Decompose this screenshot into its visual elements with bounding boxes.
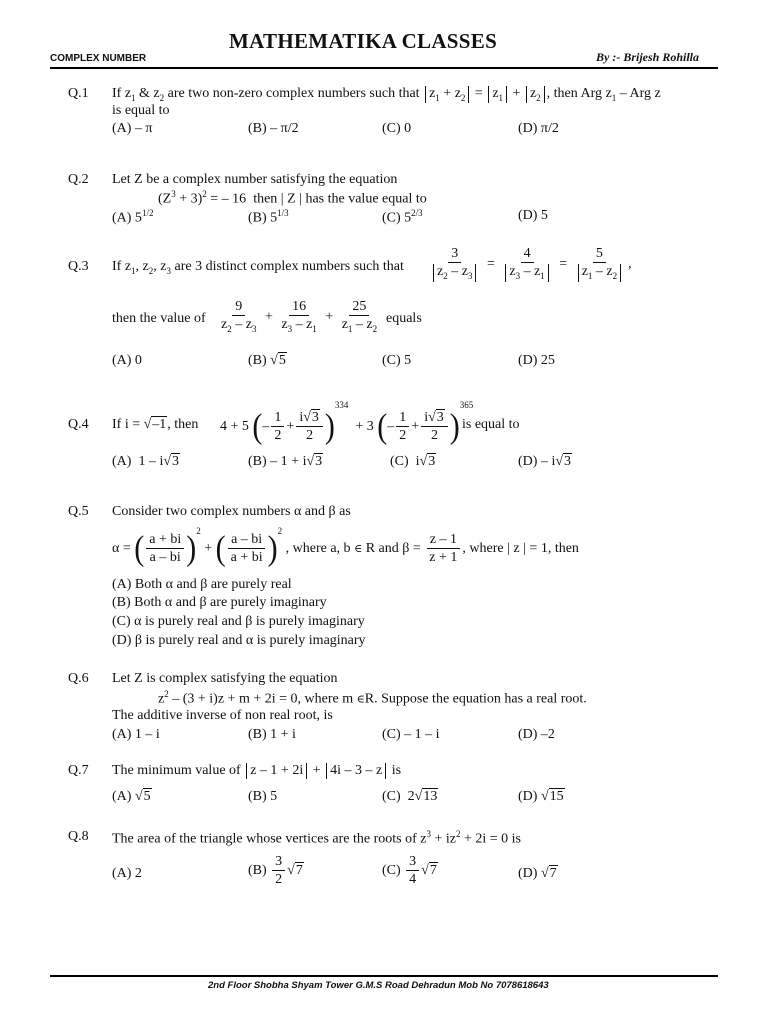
option-b: (B) 1 + i [248, 727, 296, 742]
option-c: (C) – 1 – i [382, 727, 440, 742]
question-text: Let Z is complex satisfying the equation [112, 671, 338, 686]
subject-label: COMPLEX NUMBER [50, 53, 147, 64]
question-text: The area of the triangle whose vertices are the roots of $z^3 + iz^2 + 2i = 0$ is [112, 829, 521, 847]
question-number: Q.4 [68, 417, 89, 432]
option-a: (A) – π [112, 121, 153, 136]
option-a: (A) 0 [112, 353, 142, 368]
is-equal-text: is equal to [462, 417, 520, 432]
option-a: (A) $5^{1/2}$ [112, 208, 154, 226]
option-a: (A) 1 – i [112, 727, 160, 742]
question-number: Q.3 [68, 259, 89, 274]
option-c: (C) 5 [382, 353, 412, 368]
option-a: (A) 2 [112, 866, 142, 881]
option-b: (B) Both α and β are purely imaginary [112, 595, 327, 610]
page-title: MATHEMATIKA CLASSES [229, 29, 498, 53]
option-b: (B) $\frac{3}{2}$ √7 [248, 854, 303, 888]
question-text-cont: then the value of [112, 311, 206, 326]
option-a: (A) 1 – i√3 [112, 454, 180, 469]
alpha-definition: α = ( $\frac{a + bi}{a - bi}$ )$^2$ + ( $\frac{a - bi}{a + bi}$ )$^2$ , where a, b ∈ R and β = $\frac{z - 1}{z + 1}$ , where | z | = 1, then [112, 526, 579, 568]
question-number: Q.7 [68, 763, 89, 778]
option-d: (D) π/2 [518, 121, 559, 136]
footer-rule [50, 975, 718, 977]
author-label: By :- Brijesh Rohilla [596, 50, 700, 64]
ratio-equation: $\frac{3}{z_2 - z_3}$ = $\frac{4}{z_3 - z_1}$ = $\frac{5}{z_1 - z_2}$ , [426, 246, 632, 282]
option-d: (D) 5 [518, 208, 548, 223]
option-c: (C) 2√13 [382, 789, 438, 804]
option-c: (C) $5^{2/3}$ [382, 208, 423, 226]
expression-full: 4 + 5 (– $\frac{1}{2}$ + $\frac{i√3}{2}$ )$^{334}$ + 3 (– $\frac{1}{2}$ + $\frac{i√3}{2}$ )$^{365}$ [220, 400, 474, 446]
question-text: The minimum value of z – 1 + 2i + 4i – 3 – z is [112, 763, 402, 778]
option-b: (B) 5 [248, 789, 278, 804]
option-c: (C) α is purely real and β is purely imaginary [112, 614, 365, 629]
question-text: If i = √–1, then [112, 417, 199, 432]
option-b: (B) $5^{1/3}$ [248, 208, 289, 226]
option-d: (D) √7 [518, 866, 557, 881]
option-b: (B) – 1 + i√3 [248, 454, 323, 469]
question-text: Let Z be a complex number satisfying the equation [112, 172, 398, 187]
question-text: If $z_1$, $z_2$, $z_3$ are 3 distinct complex numbers such that [112, 259, 404, 276]
question-text-cont: is equal to [112, 103, 170, 118]
option-d: (D) β is purely real and α is purely imaginary [112, 633, 366, 648]
option-a: (A) Both α and β are purely real [112, 577, 292, 592]
option-b: (B) √5 [248, 353, 286, 368]
question-number: Q.5 [68, 504, 89, 519]
option-d: (D) 25 [518, 353, 555, 368]
option-c: (C) $\frac{3}{4}$ √7 [382, 854, 437, 888]
question-text: Consider two complex numbers α and β as [112, 504, 351, 519]
question-number: Q.2 [68, 172, 89, 187]
option-b: (B) – π/2 [248, 121, 299, 136]
option-d: (D) √15 [518, 789, 564, 804]
option-d: (D) – i√3 [518, 454, 572, 469]
question-text: If $z_1$ & $z_2$ are two non-zero complex numbers such that $z_1 + z_2 = z_1 + z_2$ , then Arg $z_1$ – Arg z [112, 86, 661, 103]
question-number: Q.8 [68, 829, 89, 844]
question-number: Q.6 [68, 671, 89, 686]
equation: $(Z^3 + 3)^2$ = – 16 then | Z | has the value equal to [158, 189, 427, 207]
equals-text: equals [386, 311, 422, 326]
sum-expression: $\frac{9}{z_2 - z_3}$ + $\frac{16}{z_3 - z_1}$ + $\frac{25}{z_1 - z_2}$ [221, 299, 378, 335]
footer-address: 2nd Floor Shobha Shyam Tower G.M.S Road Dehradun Mob No 7078618643 [208, 980, 549, 991]
question-text-cont: The additive inverse of non real root, is [112, 708, 333, 723]
question-number: Q.1 [68, 86, 89, 101]
header-rule [50, 67, 718, 69]
option-a: (A) √5 [112, 789, 151, 804]
option-c: (C) 0 [382, 121, 412, 136]
option-d: (D) –2 [518, 727, 555, 742]
option-c: (C) i√3 [390, 454, 436, 469]
equation: $z^2 - (3 + i)z + m + 2i = 0$, where m ∈R. Suppose the equation has a real root. [158, 689, 587, 707]
